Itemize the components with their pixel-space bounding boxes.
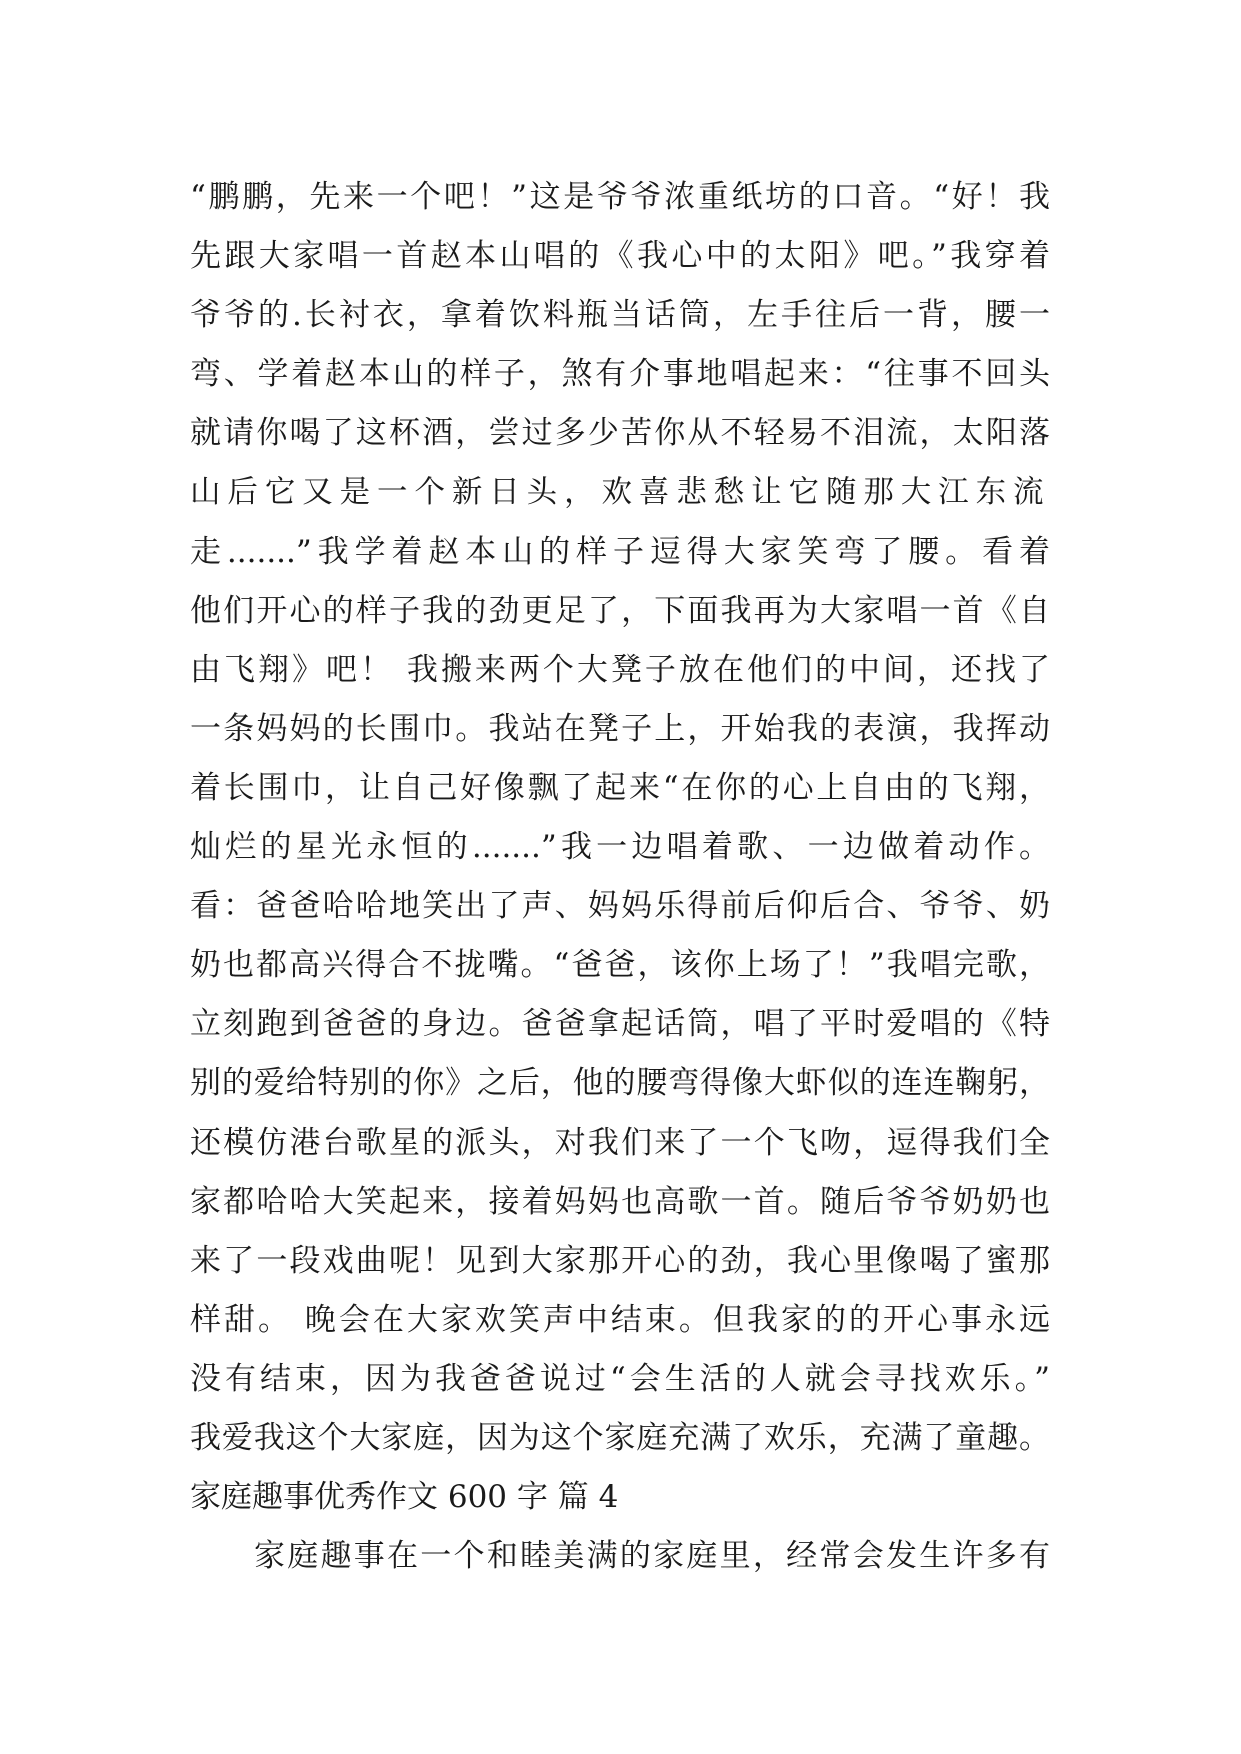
text-line: 还模仿港台歌星的派头，对我们来了一个飞吻，逗得我们全 (190, 1124, 1050, 1161)
text-line: “鹏鹏，先来一个吧！”这是爷爷浓重纸坊的口音。“好！我 (190, 179, 1050, 215)
text-line: 看：爸爸哈哈地笑出了声、妈妈乐得前后仰后合、爷爷、奶 (190, 888, 1050, 925)
text-line: 我爱我这个大家庭，因为这个家庭充满了欢乐，充满了童趣。 (190, 1419, 1050, 1456)
text-line: 走.......”我学着赵本山的样子逗得大家笑弯了腰。看着 (190, 533, 1050, 570)
text-line: 一条妈妈的长围巾。我站在凳子上，开始我的表演，我挥动 (190, 710, 1050, 747)
text-line: 立刻跑到爸爸的身边。爸爸拿起话筒，唱了平时爱唱的《特 (190, 1006, 1050, 1043)
essay-text (190, 168, 1050, 1586)
text-line: 奶也都高兴得合不拢嘴。“爸爸，该你上场了！”我唱完歌， (190, 947, 1050, 984)
text-line: 他们开心的样子我的劲更足了，下面我再为大家唱一首《自 (190, 592, 1050, 629)
text-line: 先跟大家唱一首赵本山唱的《我心中的太阳》吧。”我穿着 (190, 238, 1050, 275)
text-line: 灿烂的星光永恒的.......”我一边唱着歌、一边做着动作。 (190, 829, 1050, 866)
text-line: 家都哈哈大笑起来，接着妈妈也高歌一首。随后爷爷奶奶也 (190, 1183, 1050, 1220)
paragraph-start: 家庭趣事在一个和睦美满的家庭里，经常会发生许多有 (254, 1538, 1050, 1575)
text-line: 样甜。 晚会在大家欢笑声中结束。但我家的的开心事永远 (190, 1301, 1050, 1338)
text-line: 山后它又是一个新日头，欢喜悲愁让它随那大江东流 (190, 475, 1050, 511)
section-heading: 家庭趣事优秀作文 600 字 篇 4 (190, 1479, 619, 1516)
text-line: 由飞翔》吧！ 我搬来两个大凳子放在他们的中间，还找了 (190, 651, 1050, 688)
text-line: 弯、学着赵本山的样子，煞有介事地唱起来：“往事不回头 (190, 356, 1050, 393)
text-line: 没有结束，因为我爸爸说过“会生活的人就会寻找欢乐。” (190, 1360, 1050, 1397)
text-line: 来了一段戏曲呢！见到大家那开心的劲，我心里像喝了蜜那 (190, 1242, 1050, 1279)
text-line: 爷爷的.长衬衣，拿着饮料瓶当话筒，左手往后一背，腰一 (190, 297, 1050, 334)
text-line: 就请你喝了这杯酒，尝过多少苦你从不轻易不泪流，太阳落 (190, 415, 1050, 452)
text-line: 别的爱给特别的你》之后，他的腰弯得像大虾似的连连鞠躬， (190, 1065, 1050, 1102)
text-line: 着长围巾，让自己好像飘了起来“在你的心上自由的飞翔， (190, 769, 1050, 806)
